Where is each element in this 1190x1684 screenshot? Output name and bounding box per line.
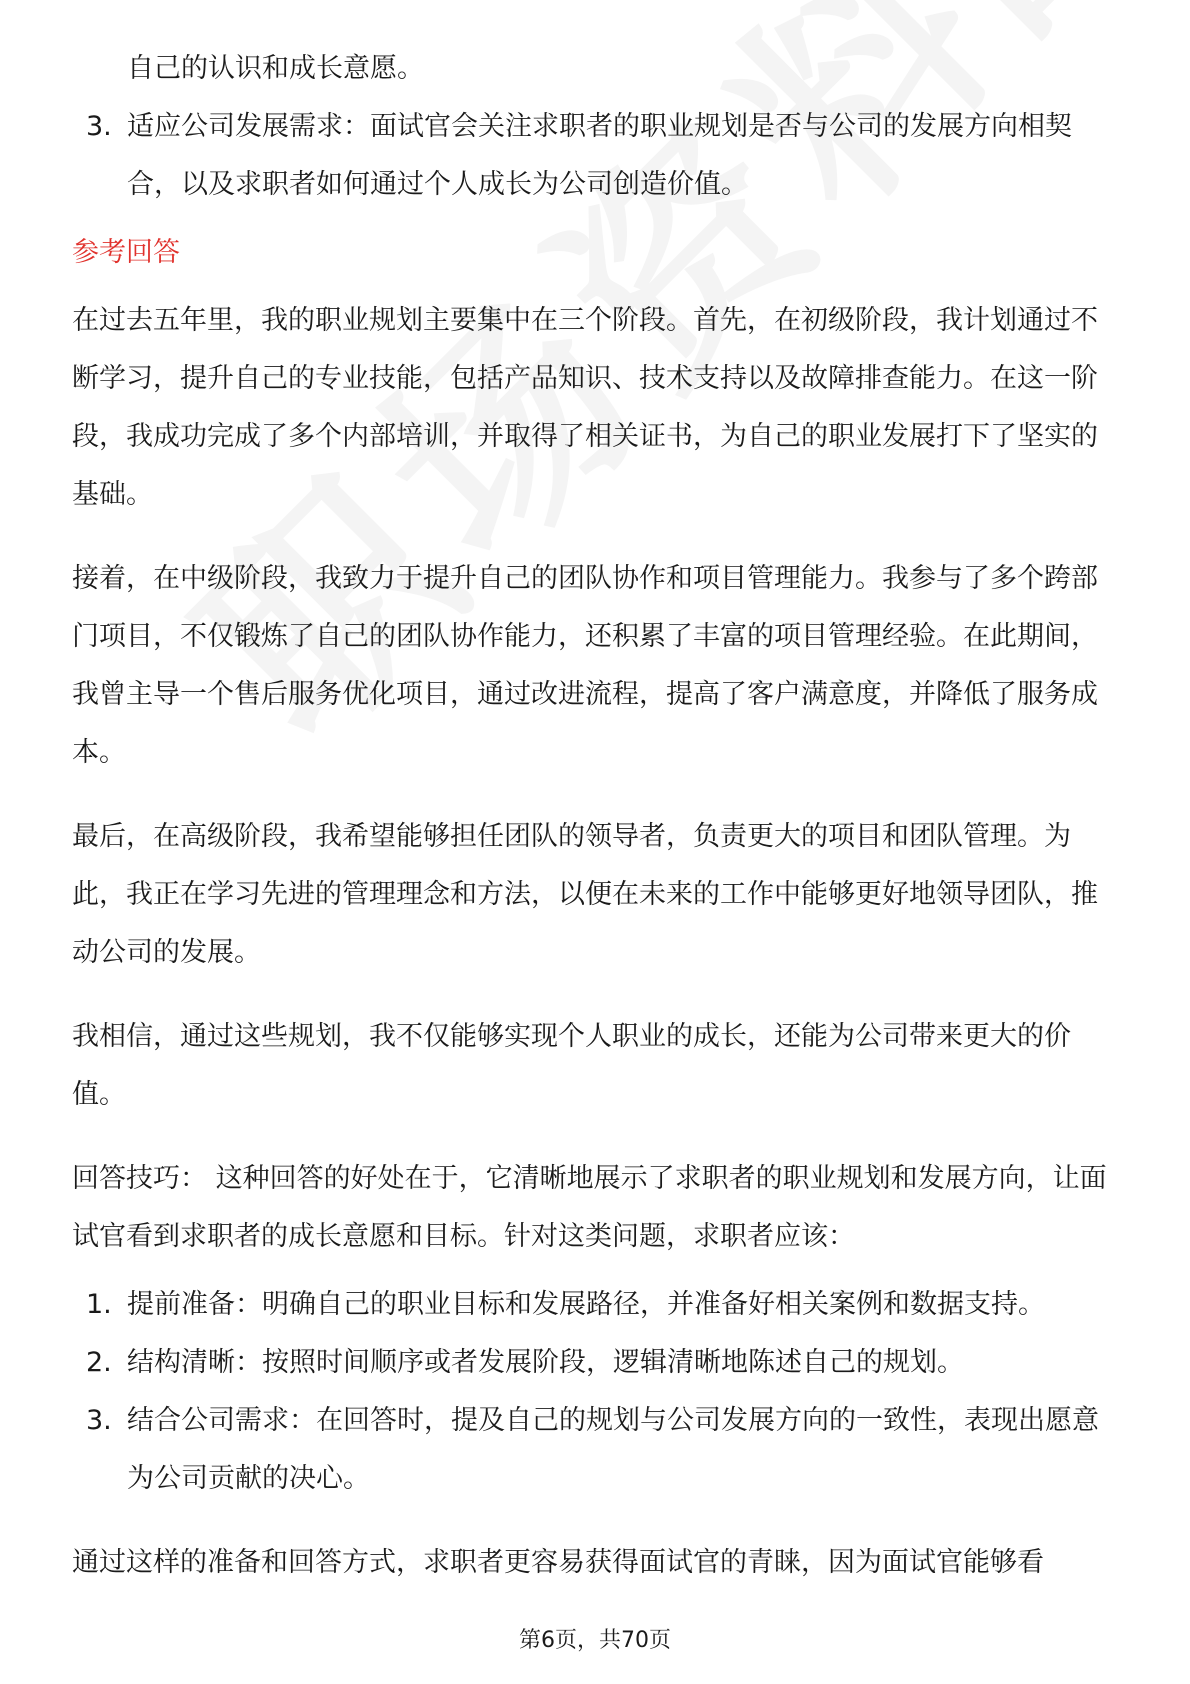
tips-paragraph: 回答技巧： 这种回答的好处在于，它清晰地展示了求职者的职业规划和发展方向，让面试官看到求职者的成长意愿和目标。针对这类问题，求职者应该： [72, 1163, 1107, 1252]
list-text: 结合公司需求：在回答时，提及自己的规划与公司发展方向的一致性，表现出愿意为公司贡献的决心。 [127, 1405, 1099, 1494]
section-heading-reference-answer: 参考回答 [72, 237, 180, 268]
list-number: 3. [86, 1405, 112, 1436]
page-content [72, 40, 1118, 1592]
answer-paragraph: 我相信，通过这些规划，我不仅能够实现个人职业的成长，还能为公司带来更大的价值。 [72, 1021, 1071, 1110]
list-text: 结构清晰：按照时间顺序或者发展阶段，逻辑清晰地陈述自己的规划。 [127, 1347, 964, 1378]
list-item [72, 1392, 1118, 1508]
list-text: 适应公司发展需求：面试官会关注求职者的职业规划是否与公司的发展方向相契合，以及求职者如何通过个人成长为公司创造价值。 [127, 111, 1072, 200]
list-item-continuation: 自己的认识和成长意愿。 [127, 53, 424, 84]
list-number: 3. [86, 111, 112, 142]
page-footer: 第6页，共70页 [519, 1628, 671, 1653]
answer-paragraph: 在过去五年里，我的职业规划主要集中在三个阶段。首先，在初级阶段，我计划通过不断学习，提升自己的专业技能，包括产品知识、技术支持以及故障排查能力。在这一阶段，我成功完成了多个内部培训，并取得了相关证书，为自己的职业发展打下了坚实的基础。 [72, 305, 1098, 510]
answer-paragraph: 最后，在高级阶段，我希望能够担任团队的领导者，负责更大的项目和团队管理。为此，我正在学习先进的管理理念和方法，以便在未来的工作中能够更好地领导团队，推动公司的发展。 [72, 821, 1098, 968]
answer-paragraph: 接着，在中级阶段，我致力于提升自己的团队协作和项目管理能力。我参与了多个跨部门项目，不仅锻炼了自己的团队协作能力，还积累了丰富的项目管理经验。在此期间，我曾主导一个售后服务优化项目，通过改进流程，提高了客户满意度，并降低了服务成本。 [72, 563, 1098, 768]
closing-paragraph: 通过这样的准备和回答方式，求职者更容易获得面试官的青睐，因为面试官能够看 [72, 1547, 1044, 1578]
list-number: 2. [86, 1347, 112, 1378]
list-item [72, 1334, 1118, 1392]
list-number: 1. [86, 1289, 112, 1320]
list-item [72, 98, 1118, 214]
list-text: 提前准备：明确自己的职业目标和发展路径，并准备好相关案例和数据支持。 [127, 1289, 1045, 1320]
list-item [72, 1276, 1118, 1334]
